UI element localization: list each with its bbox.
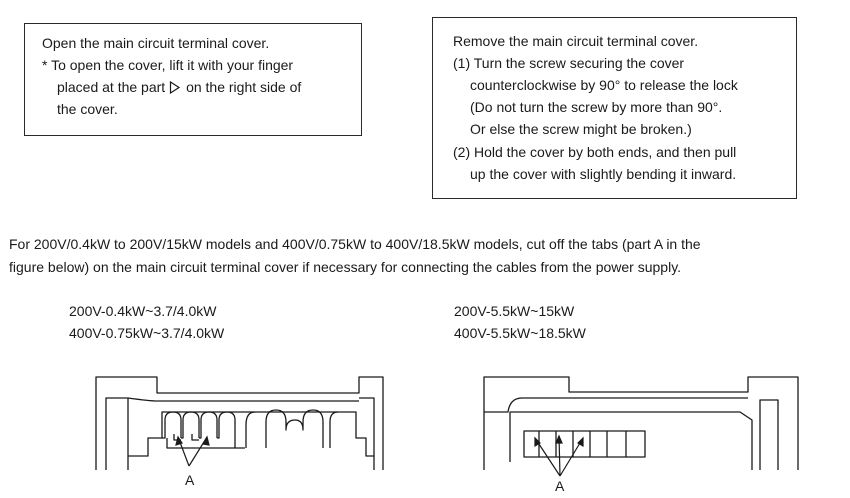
instruction-line: (Do not turn the screw by more than 90°. <box>470 99 723 115</box>
paragraph-line: For 200V/0.4kW to 200V/15kW models and 400V/0.75kW to 400V/18.5kW models, cut off the tabs (part A in the <box>9 236 701 252</box>
instruction-line: Open the main circuit terminal cover. <box>42 35 270 51</box>
instruction-line: the cover. <box>57 101 118 117</box>
instruction-text: on the right side of <box>186 79 302 95</box>
instruction-line: Remove the main circuit terminal cover. <box>453 33 699 49</box>
model-label: 200V-0.4kW~3.7/4.0kW <box>69 303 217 319</box>
instruction-text: placed at the part <box>57 79 170 95</box>
instruction-line: up the cover with slightly bending it inward. <box>470 166 737 182</box>
model-label: 200V-5.5kW~15kW <box>454 303 575 319</box>
instruction-line: * To open the cover, lift it with your finger <box>42 57 294 73</box>
paragraph-line: figure below) on the main circuit terminal cover if necessary for connecting the cables from the power supply. <box>9 259 682 275</box>
instruction-line: counterclockwise by 90° to release the lock <box>470 77 738 93</box>
instruction-line: Or else the screw might be broken.) <box>470 121 692 137</box>
part-a-label: A <box>185 472 195 488</box>
model-label: 400V-5.5kW~18.5kW <box>454 325 586 341</box>
model-label: 400V-0.75kW~3.7/4.0kW <box>69 325 225 341</box>
instruction-line: (2) Hold the cover by both ends, and then pull <box>453 144 737 160</box>
instruction-line: (1) Turn the screw securing the cover <box>453 55 685 71</box>
part-a-label: A <box>555 478 565 494</box>
